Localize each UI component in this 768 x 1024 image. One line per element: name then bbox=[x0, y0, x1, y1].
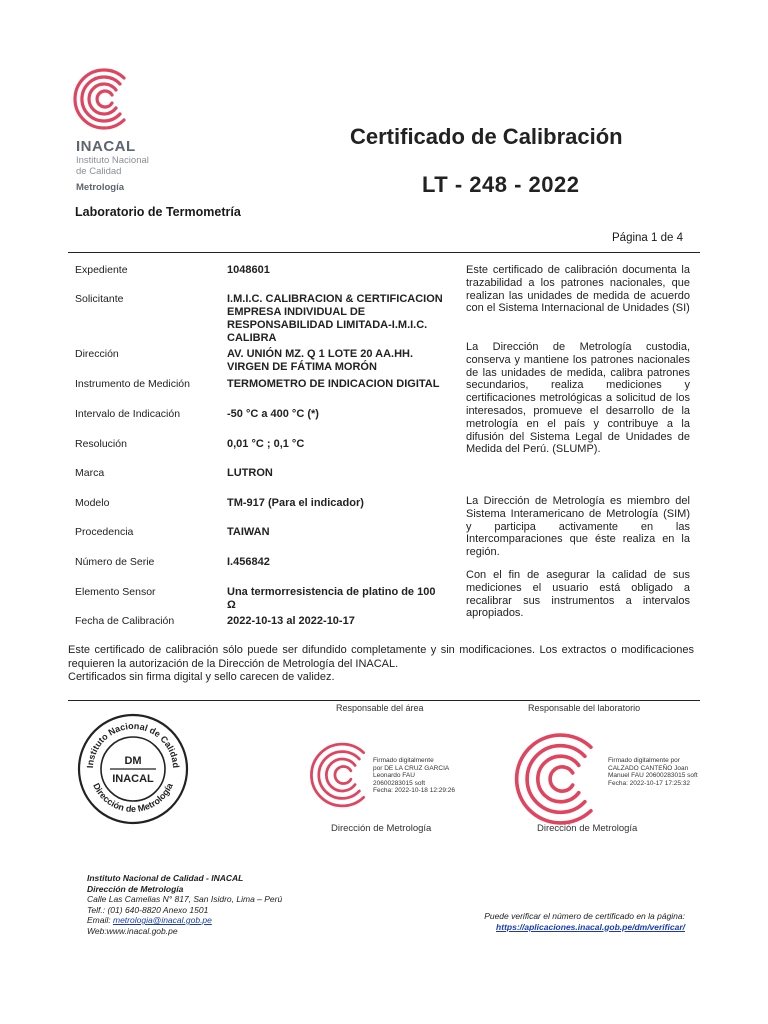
signature-lab-logo bbox=[506, 732, 600, 826]
field-label-intervalo: Intervalo de Indicación bbox=[75, 408, 181, 420]
field-value-direccion: AV. UNIÓN MZ. Q 1 LOTE 20 AA.HH. VIRGEN DE FÁTIMA MORÓN bbox=[227, 348, 414, 373]
official-stamp bbox=[76, 712, 190, 826]
field-value-intervalo: -50 °C a 400 °C (*) bbox=[227, 408, 319, 420]
signature-area-logo-icon bbox=[304, 742, 370, 808]
field-label-resolucion: Resolución bbox=[75, 438, 127, 450]
paragraph-custodia: La Dirección de Metrología custodia, conserva y mantiene los patrones nacionales de las unidades de medida, calibra patrones secundarios, realiza mediciones y certificaciones metrológicas a solicitud de los interesados, promueve el desarrollo de la metrología en el país y contribuye a la difusión del Sistema Legal de Unidades de Medida del Perú. (SLUMP). bbox=[466, 341, 690, 456]
field-label-serie: Número de Serie bbox=[75, 556, 155, 568]
inacal-logo bbox=[68, 68, 130, 130]
footer-phone: Telf.: (01) 640-8820 Anexo 1501 bbox=[87, 904, 209, 915]
field-value-procedencia: TAIWAN bbox=[227, 526, 270, 538]
field-label-expediente: Expediente bbox=[75, 264, 128, 276]
header-divider bbox=[68, 252, 700, 253]
signature-area-heading: Responsable del área bbox=[336, 703, 424, 713]
field-label-procedencia: Procedencia bbox=[75, 526, 134, 538]
paragraph-sim: La Dirección de Metrología es miembro del Sistema Interamericano de Metrología (SIM) y participa activamente en las Intercomparaciones que éste realiza en la región. bbox=[466, 495, 690, 559]
signature-lab-digital-text: Firmado digitalmente por CALZADO CANTEÑO Joan Manuel FAU 20600283015 soft Fecha: 2022-10-17 17:25:32 bbox=[608, 757, 698, 787]
lab-title: Laboratorio de Termometría bbox=[75, 205, 241, 219]
certificate-title: Certificado de Calibración bbox=[350, 124, 623, 149]
page-indicator: Página 1 de 4 bbox=[612, 232, 683, 244]
signature-area-digital-text: Firmado digitalmente por DE LA CRUZ GARCIA Leonardo FAU 20600283015 soft Fecha: 2022-10-18 12:29:26 bbox=[373, 757, 456, 794]
stamp-name: INACAL bbox=[112, 773, 154, 785]
stamp-seal-icon bbox=[76, 712, 190, 826]
field-value-serie: I.456842 bbox=[227, 556, 270, 568]
footer-dir: Dirección de Metrología bbox=[87, 883, 184, 894]
stamp-top-text: Instituto Nacional de Calidad bbox=[84, 720, 182, 769]
field-label-direccion: Dirección bbox=[75, 348, 119, 360]
field-value-marca: LUTRON bbox=[227, 467, 273, 479]
field-value-fecha: 2022-10-13 al 2022-10-17 bbox=[227, 615, 355, 627]
signature-area-logo bbox=[304, 742, 370, 808]
footer-verify-link[interactable]: https://aplicaciones.inacal.gob.pe/dm/verificar/ bbox=[496, 921, 685, 932]
footer-email-row bbox=[87, 915, 282, 926]
field-label-instrumento: Instrumento de Medición bbox=[75, 378, 190, 390]
footer-org: Instituto Nacional de Calidad - INACAL bbox=[87, 873, 244, 883]
org-metrologia: Metrología bbox=[76, 182, 125, 193]
field-label-modelo: Modelo bbox=[75, 497, 110, 509]
stamp-dm: DM bbox=[124, 755, 142, 767]
field-value-sensor: Una termorresistencia de platino de 100 Ω bbox=[227, 586, 436, 611]
footer-verify bbox=[470, 911, 685, 932]
field-value-expediente: 1048601 bbox=[227, 264, 270, 276]
org-short: INACAL bbox=[76, 138, 136, 155]
notice-text: Este certificado de calibración sólo puede ser difundido completamente y sin modificaciones. Los extractos o modificaciones requieren la autorización de la Dirección de Metrología del INACAL. bbox=[68, 644, 694, 670]
footer-email-link[interactable]: metrologia@inacal.gob.pe bbox=[113, 915, 212, 925]
footer-verify-text: Puede verificar el número de certificado en la página: bbox=[484, 911, 685, 921]
field-value-instrumento: TERMOMETRO DE INDICACION DIGITAL bbox=[227, 378, 440, 390]
notice-validity: Certificados sin firma digital y sello carecen de validez. bbox=[68, 671, 335, 683]
paragraph-trazabilidad: Este certificado de calibración documenta la trazabilidad a los patrones nacionales, que realizan las unidades de medida de acuerdo con el Sistema Internacional de Unidades (SI) bbox=[466, 264, 690, 315]
org-line1: Instituto Nacional bbox=[76, 155, 149, 166]
field-label-sensor: Elemento Sensor bbox=[75, 586, 156, 598]
field-label-solicitante: Solicitante bbox=[75, 293, 124, 305]
inacal-logo-icon bbox=[68, 68, 130, 130]
footer-address: Calle Las Camelias N° 817, San Isidro, Lima – Perú bbox=[87, 894, 283, 904]
footer-web: Web:www.inacal.gob.pe bbox=[87, 925, 178, 936]
field-label-fecha: Fecha de Calibración bbox=[75, 615, 175, 627]
field-label-marca: Marca bbox=[75, 467, 105, 479]
certificate-number: LT - 248 - 2022 bbox=[422, 172, 580, 197]
signature-lab-logo-icon bbox=[506, 732, 600, 826]
signature-lab-heading: Responsable del laboratorio bbox=[528, 703, 641, 713]
signature-lab-footer: Dirección de Metrología bbox=[537, 823, 638, 834]
stamp-bottom-text: Dirección de Metrología bbox=[91, 781, 175, 815]
org-line2: de Calidad bbox=[76, 166, 122, 177]
field-value-modelo: TM-917 (Para el indicador) bbox=[227, 497, 364, 509]
field-value-resolucion: 0,01 °C ; 0,1 °C bbox=[227, 438, 305, 450]
notice-divider bbox=[68, 700, 700, 701]
paragraph-recalibrar: Con el fin de asegurar la calidad de sus mediciones el usuario está obligado a recalibrar sus instrumentos a intervalos apropiados. bbox=[466, 569, 690, 620]
field-value-solicitante: I.M.I.C. CALIBRACION & CERTIFICACION EMPRESA INDIVIDUAL DE RESPONSABILIDAD LIMITADA-I.M.I.C. CALIBRA bbox=[227, 293, 443, 344]
footer-contact bbox=[87, 873, 282, 936]
signature-area-footer: Dirección de Metrología bbox=[331, 823, 432, 834]
footer-email-label: Email: bbox=[87, 915, 111, 925]
